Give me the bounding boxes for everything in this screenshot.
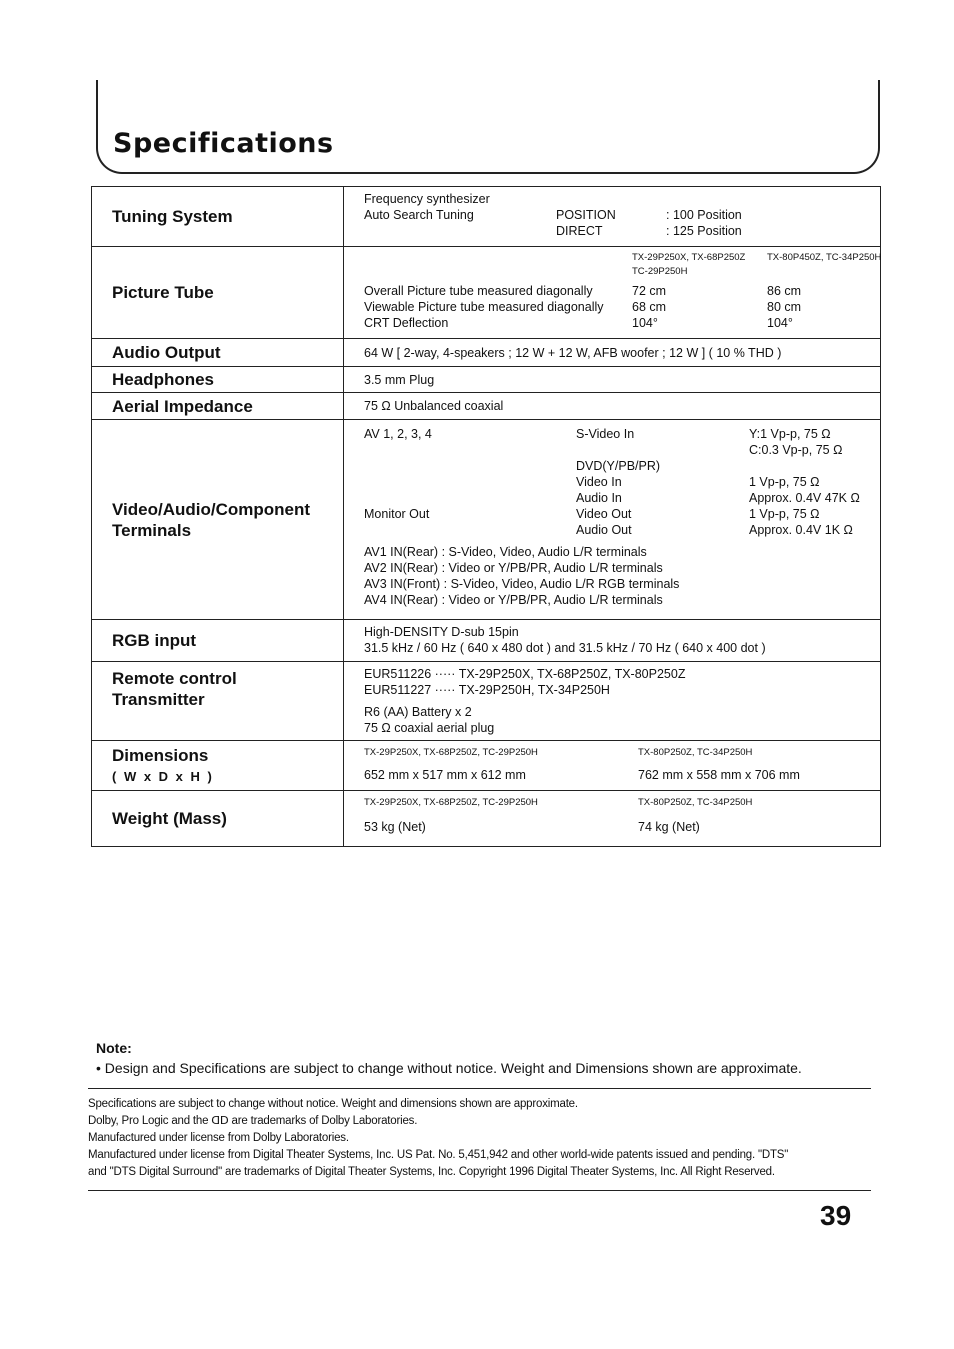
value-headphones: 3.5 mm Plug <box>344 367 881 393</box>
table-row <box>92 367 881 393</box>
label-video-terminals: Video/Audio/Component Terminals <box>92 420 344 620</box>
label-audio-output: Audio Output <box>92 339 344 367</box>
value-picture-tube: TX-29P250X, TX-68P250Z TX-80P450Z, TC-34P250H TC-29P250H Overall Picture tube measured diagonally 72 cm 86 cm Viewable Picture tube measured diagonally 68 cm 80 cm CRT Deflection 104° 104° <box>344 247 881 339</box>
title-frame <box>96 80 880 174</box>
value-tuning: Frequency synthesizer Auto Search Tuning POSITION : 100 Position DIRECT : 125 Position <box>344 187 881 247</box>
fine-print: Specifications are subject to change without notice. Weight and dimensions shown are approximate. Dolby, Pro Logic and the ᗡᗞ are trademarks of Dolby Laboratories. Manufactured under license from Dolby Laboratories. Manufactured under license from Digital Theater Systems, Inc. US Pat. No. 5,451,942 and other world-wide patents issued and pending. "DTS" and "DTS Digital Surround" are trademarks of Digital Theater Systems, Inc. Copyright 1996 Digital Theater Systems, Inc. All Right Reserved. <box>88 1098 789 1178</box>
label-dimensions: Dimensions ( W x D x H ) <box>92 741 344 791</box>
label-headphones: Headphones <box>92 367 344 393</box>
note-heading: Note: <box>96 1040 132 1056</box>
note-text: • Design and Specifications are subject to change without notice. Weight and Dimensions shown are approximate. <box>96 1060 802 1076</box>
value-rgb-input: High-DENSITY D-sub 15pin 31.5 kHz / 60 Hz ( 640 x 480 dot ) and 31.5 kHz / 70 Hz ( 640 x 400 dot ) <box>344 620 881 662</box>
spec-table <box>91 186 881 847</box>
page-title: Specifications <box>113 128 334 159</box>
divider <box>88 1190 871 1191</box>
label-aerial-impedance: Aerial Impedance <box>92 393 344 420</box>
value-audio-output: 64 W [ 2-way, 4-speakers ; 12 W + 12 W, AFB woofer ; 12 W ] ( 10 % THD ) <box>344 339 881 367</box>
table-row <box>92 741 881 791</box>
label-picture-tube: Picture Tube <box>92 247 344 339</box>
table-row <box>92 339 881 367</box>
value-dimensions: TX-29P250X, TX-68P250Z, TC-29P250H TX-80P250Z, TC-34P250H 652 mm x 517 mm x 612 mm 762 mm x 558 mm x 706 mm <box>344 741 881 791</box>
page-number: 39 <box>820 1200 852 1231</box>
table-row <box>92 620 881 662</box>
label-tuning: Tuning System <box>92 187 344 247</box>
table-row <box>92 247 881 339</box>
note-section <box>96 1040 856 1076</box>
table-row <box>92 187 881 247</box>
divider <box>88 1088 871 1089</box>
value-video-terminals: AV 1, 2, 3, 4 S-Video In Y:1 Vp-p, 75 Ω C:0.3 Vp-p, 75 Ω DVD(Y/PB/PR) Video In 1 Vp-p, 75 Ω Audio In Approx. 0.4V 47K Ω Monitor Out Video Out 1 Vp-p, 75 Ω Audio Out Approx. 0.4V 1K Ω AV1 IN(Rear) : S-Video, Video, Audio L/R terminals AV2 IN(Rear) : Video or Y/PB/PR, Audio L/R terminals AV3 IN(Front) : S-Video, Video, Audio L/R RGB terminals AV4 IN(Rear) : Video or Y/PB/PR, Audio L/R terminals <box>344 420 881 620</box>
label-remote-control: Remote control Transmitter <box>92 662 344 741</box>
label-rgb-input: RGB input <box>92 620 344 662</box>
table-row <box>92 420 881 620</box>
table-row <box>92 791 881 847</box>
label-weight: Weight (Mass) <box>92 791 344 847</box>
table-row <box>92 393 881 420</box>
value-aerial-impedance: 75 Ω Unbalanced coaxial <box>344 393 881 420</box>
table-row <box>92 662 881 741</box>
value-remote-control: EUR511226 ····· TX-29P250X, TX-68P250Z, TX-80P250Z EUR511227 ····· TX-29P250H, TX-34P250H R6 (AA) Battery x 2 75 Ω coaxial aerial plug <box>344 662 881 741</box>
value-weight: TX-29P250X, TX-68P250Z, TC-29P250H TX-80P250Z, TC-34P250H 53 kg (Net) 74 kg (Net) <box>344 791 881 847</box>
